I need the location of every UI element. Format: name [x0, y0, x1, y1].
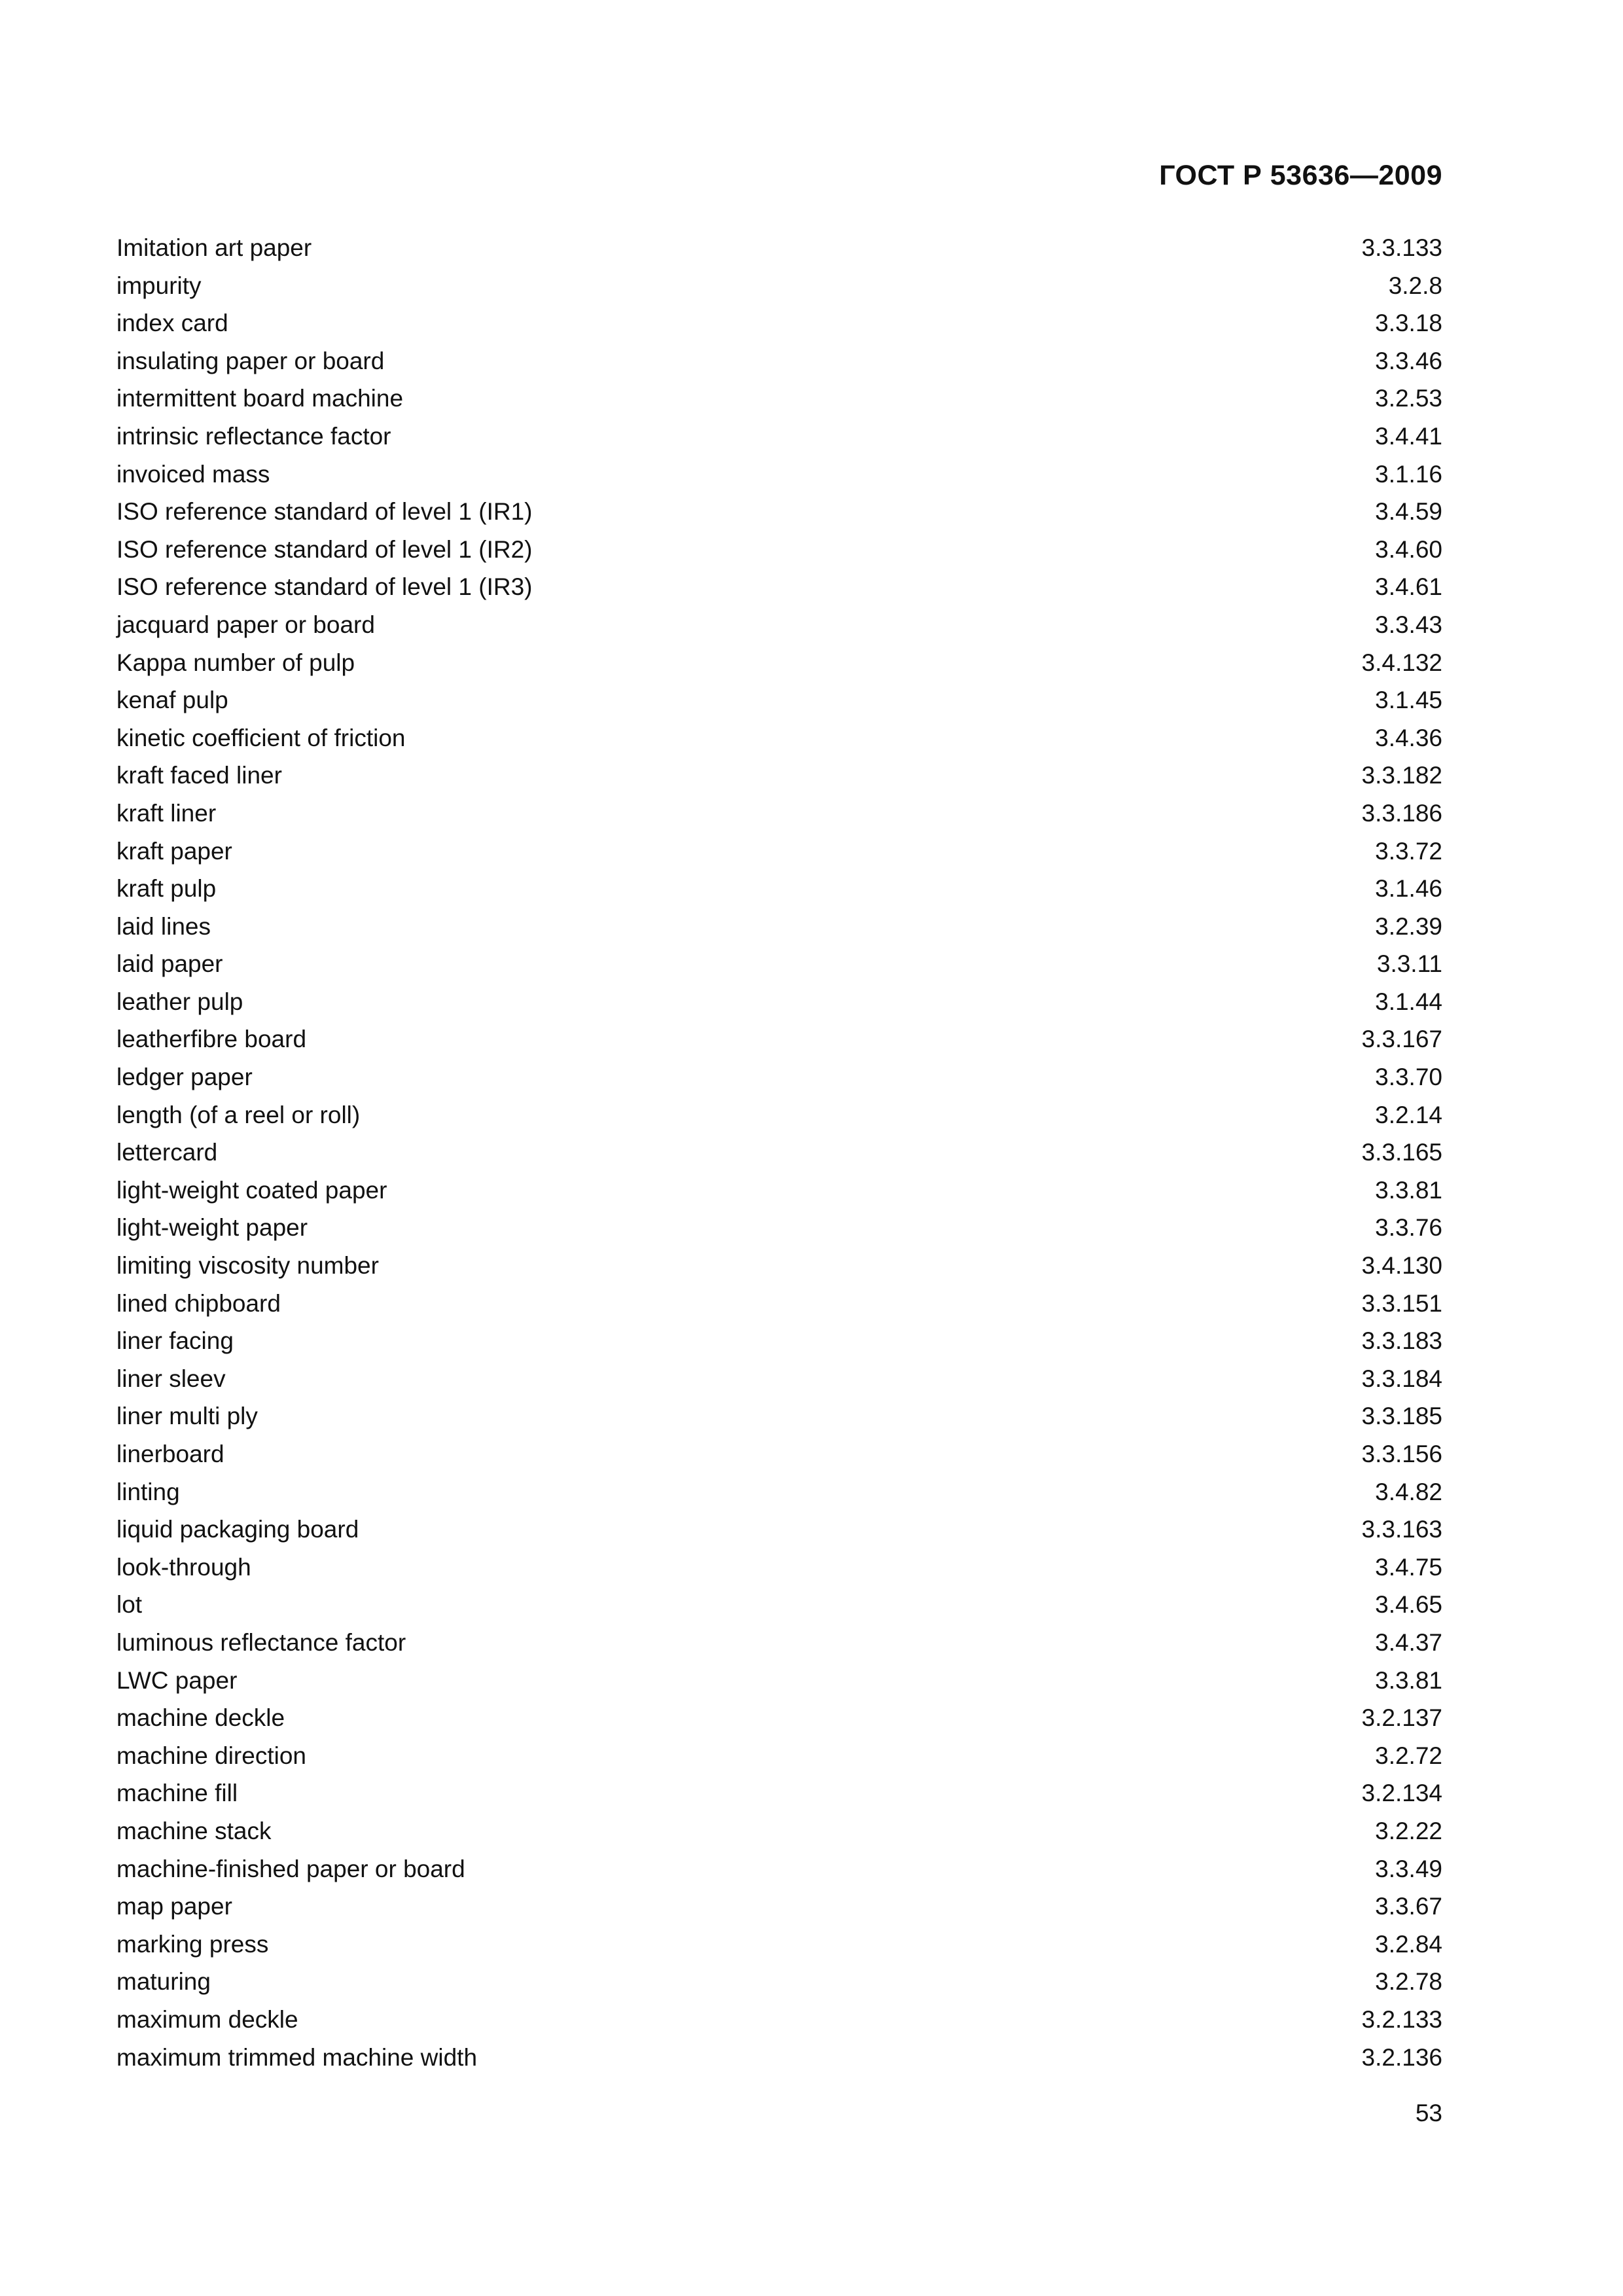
index-reference-number: 3.3.156: [1361, 1441, 1442, 1467]
index-term: lot: [116, 1591, 143, 1619]
index-reference-number: 3.3.163: [1361, 1516, 1442, 1543]
index-reference-number: 3.4.36: [1375, 724, 1442, 751]
index-reference-number: 3.2.14: [1375, 1101, 1442, 1128]
index-entry: [116, 1397, 1442, 1435]
index-term: liner sleev: [116, 1365, 226, 1392]
index-entry: [116, 380, 1442, 418]
index-term: jacquard paper or board: [116, 611, 375, 638]
index-term: light-weight coated paper: [116, 1176, 387, 1204]
index-reference-number: 3.3.167: [1361, 1026, 1442, 1053]
index-reference-number: 3.2.39: [1375, 912, 1442, 940]
index-term: laid paper: [116, 950, 223, 978]
index-reference-number: 3.4.82: [1375, 1478, 1442, 1505]
index-entry: [116, 1586, 1442, 1624]
index-entry: [116, 1888, 1442, 1926]
index-term: lined chipboard: [116, 1289, 281, 1317]
index-reference-number: 3.3.81: [1375, 1666, 1442, 1694]
index-entry: [116, 1624, 1442, 1662]
index-entry: [116, 304, 1442, 342]
index-term: invoiced mass: [116, 460, 270, 488]
index-entry: [116, 681, 1442, 719]
index-term: index card: [116, 310, 228, 337]
index-term: map paper: [116, 1893, 232, 1920]
index-reference-number: 3.3.11: [1376, 950, 1442, 978]
index-entry: [116, 1096, 1442, 1134]
index-term: look-through: [116, 1553, 251, 1581]
index-term: ISO reference standard of level 1 (IR3): [116, 573, 533, 601]
index-entry: [116, 1812, 1442, 1850]
index-reference-number: 3.4.75: [1375, 1553, 1442, 1581]
index-entry: [116, 2001, 1442, 2039]
index-entry: [116, 1963, 1442, 2001]
index-entry: [116, 418, 1442, 456]
index-reference-number: 3.3.184: [1361, 1365, 1442, 1392]
index-entry: [116, 833, 1442, 870]
index-entry: [116, 531, 1442, 569]
index-entry: [116, 267, 1442, 305]
index-term: lettercard: [116, 1139, 218, 1166]
index-term: kraft faced liner: [116, 762, 282, 789]
index-term: liquid packaging board: [116, 1516, 359, 1543]
index-entry: [116, 1209, 1442, 1247]
index-entry: [116, 1322, 1442, 1360]
index-term: light-weight paper: [116, 1214, 308, 1242]
index-entry: [116, 795, 1442, 833]
index-reference-number: 3.4.61: [1375, 573, 1442, 601]
index-term: leather pulp: [116, 988, 243, 1015]
index-reference-number: 3.3.46: [1375, 347, 1442, 374]
index-entry: [116, 1511, 1442, 1549]
index-reference-number: 3.4.130: [1361, 1252, 1442, 1280]
index-reference-number: 3.3.18: [1375, 310, 1442, 337]
index-entry: [116, 1058, 1442, 1096]
index-entry: [116, 870, 1442, 908]
index-entry: [116, 1134, 1442, 1172]
index-term: intermittent board machine: [116, 385, 404, 412]
index-reference-number: 3.2.8: [1388, 272, 1442, 299]
index-term: kenaf pulp: [116, 687, 228, 714]
index-entry: [116, 719, 1442, 757]
document-header: ГОСТ Р 53636—2009: [1159, 160, 1442, 191]
index-reference-number: 3.3.183: [1361, 1327, 1442, 1355]
index-entry: [116, 1850, 1442, 1888]
index-entry: [116, 1774, 1442, 1812]
index-entry: [116, 1247, 1442, 1285]
index-entry: [116, 1473, 1442, 1511]
index-term: marking press: [116, 1930, 269, 1958]
index-term: machine direction: [116, 1742, 306, 1769]
index-term: maturing: [116, 1968, 211, 1996]
index-term: machine-finished paper or board: [116, 1855, 465, 1882]
index-reference-number: 3.3.70: [1375, 1064, 1442, 1091]
index-entry: [116, 644, 1442, 682]
index-entry: [116, 1926, 1442, 1964]
index-entry: [116, 1699, 1442, 1737]
index-entry: [116, 1285, 1442, 1323]
index-entry: [116, 456, 1442, 493]
index-entry: [116, 342, 1442, 380]
index-reference-number: 3.4.37: [1375, 1628, 1442, 1656]
index-reference-number: 3.2.53: [1375, 385, 1442, 412]
index-reference-number: 3.3.72: [1375, 837, 1442, 865]
index-term: linerboard: [116, 1441, 224, 1467]
index-entry: [116, 1662, 1442, 1700]
index-term: kraft paper: [116, 837, 232, 865]
index-reference-number: 3.2.78: [1375, 1968, 1442, 1996]
index-reference-number: 3.3.185: [1361, 1403, 1442, 1430]
index-reference-number: 3.3.49: [1375, 1855, 1442, 1882]
index-term: impurity: [116, 272, 202, 299]
index-entry: [116, 1172, 1442, 1210]
index-term: length (of a reel or roll): [116, 1101, 361, 1128]
index-reference-number: 3.2.133: [1361, 2005, 1442, 2033]
index-reference-number: 3.4.41: [1375, 422, 1442, 450]
index-entry: [116, 757, 1442, 795]
index-reference-number: 3.1.44: [1375, 988, 1442, 1015]
index-entry: [116, 908, 1442, 946]
index-term: Imitation art paper: [116, 234, 312, 261]
index-entry: [116, 1549, 1442, 1587]
index-term: linting: [116, 1478, 180, 1505]
index-reference-number: 3.3.151: [1361, 1289, 1442, 1317]
index-reference-number: 3.2.84: [1375, 1930, 1442, 1958]
index-reference-number: 3.4.132: [1361, 649, 1442, 676]
index-reference-number: 3.2.134: [1361, 1780, 1442, 1807]
index-term: maximum deckle: [116, 2005, 298, 2033]
index-reference-number: 3.3.43: [1375, 611, 1442, 638]
index-reference-number: 3.1.45: [1375, 687, 1442, 714]
index-reference-number: 3.3.186: [1361, 799, 1442, 827]
index-term: luminous reflectance factor: [116, 1628, 406, 1656]
index-reference-number: 3.2.22: [1375, 1817, 1442, 1844]
index-term: laid lines: [116, 912, 211, 940]
term-index-list: [116, 229, 1442, 2076]
index-term: machine fill: [116, 1780, 238, 1807]
index-term: machine deckle: [116, 1704, 285, 1732]
index-term: maximum trimmed machine width: [116, 2043, 478, 2071]
index-reference-number: 3.3.81: [1375, 1176, 1442, 1204]
index-reference-number: 3.2.136: [1361, 2043, 1442, 2071]
index-reference-number: 3.1.16: [1375, 460, 1442, 488]
index-reference-number: 3.2.137: [1361, 1704, 1442, 1732]
index-term: ISO reference standard of level 1 (IR1): [116, 498, 533, 526]
index-entry: [116, 606, 1442, 644]
index-entry: [116, 568, 1442, 606]
index-term: insulating paper or board: [116, 347, 385, 374]
index-reference-number: 3.3.182: [1361, 762, 1442, 789]
index-reference-number: 3.4.59: [1375, 498, 1442, 526]
index-term: machine stack: [116, 1817, 272, 1844]
index-term: ledger paper: [116, 1064, 253, 1091]
index-entry: [116, 1435, 1442, 1473]
index-entry: [116, 1020, 1442, 1058]
index-term: ISO reference standard of level 1 (IR2): [116, 535, 533, 563]
index-term: kraft liner: [116, 799, 217, 827]
index-entry: [116, 493, 1442, 531]
index-term: leatherfibre board: [116, 1026, 307, 1053]
index-entry: [116, 983, 1442, 1021]
index-entry: [116, 945, 1442, 983]
index-term: intrinsic reflectance factor: [116, 422, 391, 450]
index-term: LWC paper: [116, 1666, 238, 1694]
index-reference-number: 3.1.46: [1375, 875, 1442, 903]
index-reference-number: 3.4.65: [1375, 1591, 1442, 1619]
index-reference-number: 3.3.165: [1361, 1139, 1442, 1166]
index-term: Kappa number of pulp: [116, 649, 355, 676]
index-term: kinetic coefficient of friction: [116, 724, 406, 751]
index-term: liner facing: [116, 1327, 234, 1355]
index-term: kraft pulp: [116, 875, 217, 903]
index-entry: [116, 2039, 1442, 2077]
index-term: limiting viscosity number: [116, 1252, 379, 1280]
index-entry: [116, 1360, 1442, 1398]
index-reference-number: 3.3.76: [1375, 1214, 1442, 1242]
page-number: 53: [1415, 2100, 1442, 2126]
index-reference-number: 3.3.133: [1361, 234, 1442, 261]
index-reference-number: 3.3.67: [1375, 1893, 1442, 1920]
index-entry: [116, 229, 1442, 267]
index-entry: [116, 1737, 1442, 1775]
index-reference-number: 3.4.60: [1375, 535, 1442, 563]
index-term: liner multi ply: [116, 1403, 258, 1430]
index-reference-number: 3.2.72: [1375, 1742, 1442, 1769]
